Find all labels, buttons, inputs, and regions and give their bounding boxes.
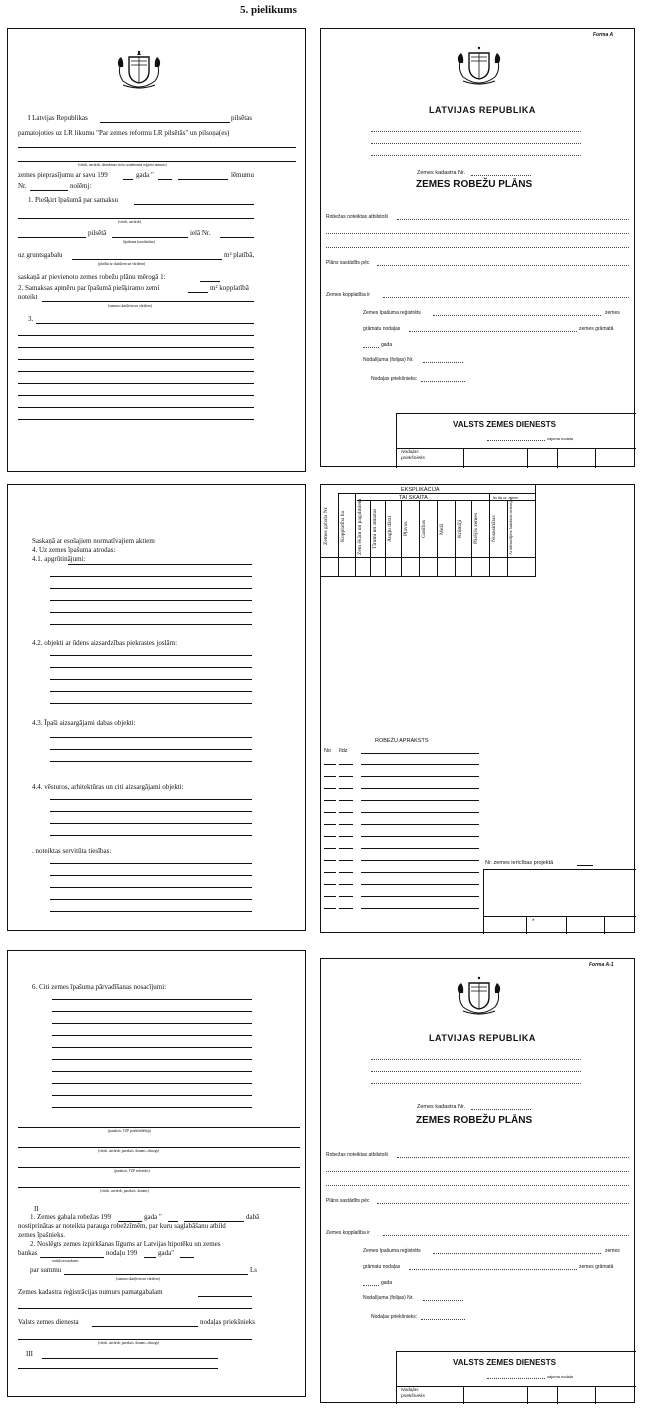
- ii2-a: 2. Noslēgts zemes izpirkšanas līgums ar Latvijas hipotēku un zemes: [30, 1240, 221, 1248]
- page-title: 5. pielikums: [240, 4, 297, 16]
- zajuma-label: zajuma nodaļa: [547, 436, 574, 441]
- no-tiem: No tās uz. zemes:: [493, 496, 519, 500]
- col-plavas: Pļavas: [403, 521, 409, 537]
- kadastra-label-2: Zemes kadastra Nr.: [417, 1104, 465, 1110]
- scale-line: saskaņā ar pievienoto zemes robežu plānu mērogā 1:: [18, 273, 166, 281]
- item43: 4.3. Īpaši aizsargājami dabas objekti:: [32, 719, 136, 727]
- coat-of-arms-icon: [455, 45, 503, 85]
- item41: 4.1. apgrūtinājumi:: [32, 555, 86, 563]
- col-auglu-darzi: Augļu dārzi: [387, 515, 393, 543]
- zemes-gramata: zemes grāmatā: [579, 326, 614, 332]
- caption-person: (vārds, uzvārds, dzimšanas vieta, uzņēmuma reģistra numurs): [78, 163, 167, 167]
- stamp-box-2: [396, 1351, 636, 1404]
- gramatu-label: grāmatu nodaļas: [363, 326, 401, 332]
- robezas-label: Robežas noteiktas atbilstoši: [326, 214, 388, 220]
- m2-suffix: m² platībā,: [224, 251, 255, 259]
- caption-area: (platība ar skaitļiem un vārdiem): [98, 262, 146, 266]
- col-nosusinatas: Nosusinātas: [491, 515, 497, 543]
- plans-label-2: Plāns sastādīts pēc: [326, 1198, 370, 1204]
- cap-bank: nodaļa nosaukums: [52, 1259, 79, 1263]
- line3-prefix: zemes pieprasījumu ar savu 199: [18, 171, 108, 179]
- col-mezi: Meži: [439, 523, 445, 535]
- star-mark: *: [532, 919, 535, 925]
- cap-summa: (summa skaitļiem un vārdiem): [116, 1277, 161, 1281]
- saskana: Saskaņā ar esošajiem normatīvajiem aktiem: [32, 537, 155, 545]
- gramatu-label-2: grāmatu nodaļas: [363, 1264, 401, 1270]
- zemes-gramata-2: zemes grāmatā: [579, 1264, 614, 1270]
- col-parejas: Pārējās zemes: [473, 513, 479, 545]
- kopplatiba-label-2: Zemes kopplatība ir: [326, 1230, 370, 1236]
- zajuma-label-2: zajuma nodaļa: [547, 1374, 574, 1379]
- line2: pamatojoties uz LR likumu "Par zemes reformu LR pilsētās" un pilsoņa(es): [18, 129, 230, 137]
- republic-heading-2: LATVIJAS REPUBLIKA: [429, 1033, 536, 1043]
- item3: 3.: [28, 315, 34, 323]
- par-summu: par summu: [30, 1266, 62, 1274]
- cap2: (vārds, uzvārds, paraksts, datums, zīmogs): [98, 1149, 160, 1153]
- item2-a: 2. Samaksas apmēru par īpašumā piešķiramo zemi: [18, 284, 160, 292]
- coat-of-arms-icon: [455, 975, 503, 1015]
- no-label: No: [324, 748, 332, 754]
- roman3: III: [26, 1350, 33, 1358]
- ii2-c: nodaļu 199: [106, 1249, 138, 1257]
- item2-c: noteikt: [18, 293, 38, 301]
- line1-prefix: I Latvijas Republikas: [28, 114, 88, 122]
- serv: . noteiktas servitūta tiesības:: [32, 847, 112, 855]
- nodalas-prieksnieks: Nodaļas priekšnieks: [401, 450, 425, 461]
- prieksnieks-label-2: Nodaļas priekšnieks:: [371, 1314, 418, 1320]
- col-zem-ekam: Zem ēkām un pagalmiem: [357, 498, 363, 555]
- roman2: II: [34, 1205, 39, 1213]
- gada-label: gada: [381, 342, 393, 348]
- kadastra-label: Zemes kadastra Nr.: [417, 170, 465, 176]
- line4-suffix: nolēmj:: [70, 182, 92, 190]
- caption-sum: (summa skaitļiem un vārdiem): [108, 304, 153, 308]
- kopplatiba-label: Zemes kopplatība ir: [326, 292, 370, 298]
- item42: 4.2. objekti ar ūdens aizsardzības piekrastes joslām:: [32, 639, 178, 647]
- projekts-box: [483, 869, 636, 934]
- explication-page: [320, 484, 635, 933]
- col-krumaji: Krūmāji: [457, 519, 463, 539]
- caption-name: (vārds, uzvārds): [118, 220, 142, 224]
- item1: 1. Piešķirt īpašumā par samaksu: [28, 196, 119, 204]
- kadastra-line: Zemes kadastra reģistrācijas numurs pamatgabalam: [18, 1288, 163, 1296]
- ii2-b: bankas: [18, 1249, 38, 1257]
- cap4: (vārds, uzvārds, paraksts, datums): [100, 1189, 149, 1193]
- ii1-b: gada ": [144, 1213, 162, 1221]
- col-kopplatiba: Kopplatība ha: [340, 510, 346, 542]
- left-page-1: [7, 28, 306, 472]
- plan-title: ZEMES ROBEŽU PLĀNS: [416, 179, 533, 190]
- gruntsgabalu: uz gruntsgabalu: [18, 251, 63, 259]
- coat-of-arms-icon: [115, 49, 163, 89]
- col-ganibas: Ganības: [421, 519, 427, 539]
- prieksnieks-label: Nodaļas priekšnieks:: [371, 376, 418, 382]
- vzd-heading-2: VALSTS ZEMES DIENESTS: [453, 1358, 556, 1367]
- stamp-box: [396, 413, 636, 468]
- col-tirumi: Tīrumi un atmatas: [372, 508, 378, 550]
- registrets-label-2: Zemes īpašuma reģistrēts: [363, 1248, 421, 1254]
- iela-word: ielā Nr.: [190, 229, 211, 237]
- republic-heading: LATVIJAS REPUBLIKA: [429, 105, 536, 115]
- item2-b: m² kopplatībā: [210, 284, 249, 292]
- item6: 6. Citi zemes īpašuma pārvadīšanas nosacījumi:: [32, 983, 167, 991]
- cap1: (paraksts, TZP priekšsēdētājs): [108, 1129, 152, 1133]
- ii1-a: 1. Zemes gabala robežas 199: [30, 1213, 112, 1221]
- nodalijuma-label: Nodalījuma (folijas) Nr.: [363, 357, 414, 363]
- explication-table: [321, 485, 536, 577]
- ii1-c: dabā: [246, 1213, 260, 1221]
- line3-gada: gada ": [136, 171, 154, 179]
- pilseta-word: pilsētā: [88, 229, 107, 237]
- zemes-word-2: zemes: [605, 1248, 620, 1254]
- gada-label-2: gada: [381, 1280, 393, 1286]
- plans-label: Plāns sastādīts pēc: [326, 260, 370, 266]
- forma-a1-label: Forma A-1: [589, 962, 614, 968]
- item4: 4. Uz zemes īpašuma atrodas:: [32, 546, 116, 554]
- form-a-page: [320, 28, 635, 467]
- ii2-d: gada": [158, 1249, 175, 1257]
- projekts-label: Nr. zemes ierīcības projektā: [485, 860, 554, 866]
- col-zemes-gabala: Zemes gabala Nr.: [323, 506, 329, 546]
- line1-suffix: pilsētas: [231, 114, 252, 122]
- cap-vzd: (vārds, uzvārds, paraksts, datums, zīmogs): [98, 1341, 160, 1345]
- line3-suffix: lēmumu: [231, 171, 254, 179]
- left-page-2: [7, 484, 306, 931]
- vzd-b: nodaļas priekšnieks: [200, 1318, 256, 1326]
- lidz-label: līdz: [339, 748, 348, 754]
- left-page-3: [7, 950, 306, 1397]
- ls-label: Ls: [250, 1266, 257, 1274]
- caption-address: (īpašuma koordinātas): [123, 240, 156, 244]
- tai-skaita: TAI SKAITA: [399, 495, 428, 501]
- expl-title: EKSPLIKĀCIJA: [401, 487, 440, 493]
- ii1-d: nostiprinātas ar noteikta parauga robežzīmēm, par kuru saglabāšanu atbild: [18, 1222, 226, 1230]
- robezu-apraksts: ROBEŽU APRAKSTS: [375, 738, 429, 744]
- robezas-label-2: Robežas noteiktas atbilstoši: [326, 1152, 388, 1158]
- vzd-heading: VALSTS ZEMES DIENESTS: [453, 420, 556, 429]
- registrets-label: Zemes īpašuma reģistrēts: [363, 310, 421, 316]
- zemes-word: zemes: [605, 310, 620, 316]
- plan-title-2: ZEMES ROBEŽU PLĀNS: [416, 1115, 533, 1126]
- vzd-a: Valsts zemes dienesta: [18, 1318, 79, 1326]
- form-a1-page: [320, 958, 635, 1403]
- col-laistamas: Ar ūdenstilpēm laistāmās teritorijas: [508, 498, 513, 555]
- nodalijuma-label-2: Nodalījuma (folijas) Nr.: [363, 1295, 414, 1301]
- item44: 4.4. vēsturos, arhitektūras un citi aizsargājami objekti:: [32, 783, 184, 791]
- ii1-e: zemes īpašnieks.: [18, 1231, 66, 1239]
- line4-nr: Nr.: [18, 182, 27, 190]
- forma-label: Forma A: [593, 32, 614, 38]
- nodalas-prieksnieks-2: Nodaļas priekšnieks: [401, 1388, 425, 1399]
- cap3: (paraksts, TZP sekretārs): [114, 1169, 150, 1173]
